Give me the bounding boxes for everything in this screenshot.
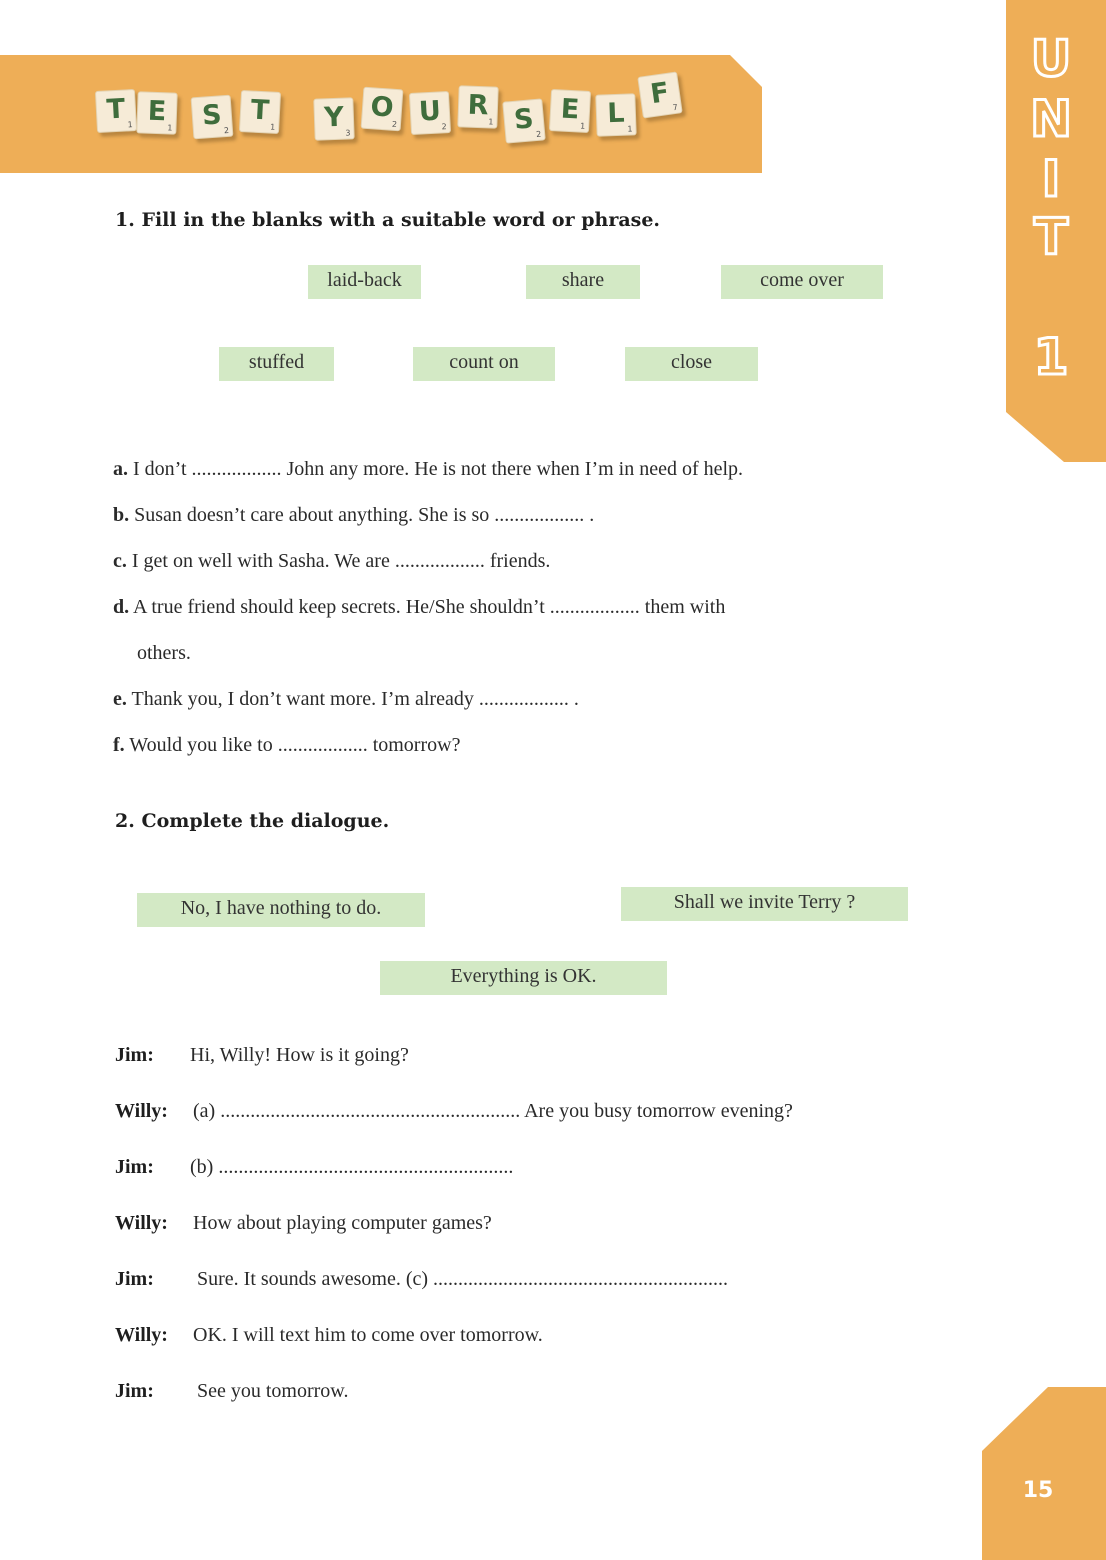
letter-tile: U 2	[409, 91, 451, 135]
letter-tile: E 1	[136, 91, 177, 134]
letter-tile: E 1	[549, 89, 591, 133]
word-chip: come over	[721, 265, 883, 299]
word-chip: count on	[413, 347, 555, 381]
letter-tile: O 2	[361, 87, 404, 132]
speaker-label: Willy:	[115, 1324, 168, 1346]
letter-tile: T 1	[239, 90, 281, 134]
section1-heading: 1. Fill in the blanks with a suitable word or phrase.	[115, 209, 661, 231]
speaker-label: Willy:	[115, 1212, 168, 1234]
unit-letter: N	[1030, 90, 1072, 148]
dialogue-line: (a) ............................................................ Are you busy tomorrow evening?	[193, 1100, 793, 1122]
speaker-label: Jim:	[115, 1044, 154, 1066]
dialogue-line: Hi, Willy! How is it going?	[190, 1044, 409, 1066]
option-chip: Shall we invite Terry ?	[621, 887, 908, 921]
exercise-item: c. I get on well with Sasha. We are .................. friends.	[113, 550, 551, 572]
letter-tile: T 1	[95, 89, 137, 133]
letter-tile: R 1	[457, 85, 498, 128]
dialogue-line: OK. I will text him to come over tomorrow.	[193, 1324, 543, 1346]
exercise-item-continuation: others.	[137, 642, 191, 664]
dialogue-line: Sure. It sounds awesome. (c) ...........................................................	[197, 1268, 729, 1290]
speaker-label: Jim:	[115, 1156, 154, 1178]
exercise-item: b. Susan doesn’t care about anything. She is so .................. .	[113, 504, 595, 526]
speaker-label: Willy:	[115, 1100, 168, 1122]
dialogue-line: How about playing computer games?	[193, 1212, 492, 1234]
page-number-tab	[982, 1387, 1106, 1560]
page-number: 15	[1022, 1478, 1054, 1503]
word-chip: stuffed	[219, 347, 334, 381]
unit-letter: U	[1030, 30, 1072, 88]
exercise-item: f. Would you like to .................. tomorrow?	[113, 734, 461, 756]
exercise-item: d. A true friend should keep secrets. He/She shouldn’t .................. them with	[113, 596, 726, 618]
letter-tile: F 7	[637, 71, 682, 118]
exercise-item: e. Thank you, I don’t want more. I’m already .................. .	[113, 688, 579, 710]
option-chip: Everything is OK.	[380, 961, 667, 995]
word-chip: close	[625, 347, 758, 381]
letter-tile: S 2	[502, 98, 546, 143]
dialogue-line: See you tomorrow.	[197, 1380, 349, 1402]
section2-heading: 2. Complete the dialogue.	[115, 810, 390, 832]
word-chip: share	[526, 265, 640, 299]
letter-tile: S 2	[191, 95, 234, 140]
speaker-label: Jim:	[115, 1380, 154, 1402]
letter-tile: Y 3	[313, 97, 354, 140]
dialogue-line: (b) ...........................................................	[190, 1156, 514, 1178]
unit-letter: T	[1033, 208, 1069, 266]
speaker-label: Jim:	[115, 1268, 154, 1290]
unit-number: 1	[1033, 328, 1069, 386]
word-chip: laid-back	[308, 265, 421, 299]
exercise-item: a. I don’t .................. John any more. He is not there when I’m in need of help.	[113, 458, 744, 480]
unit-letter: I	[1041, 150, 1061, 208]
option-chip: No, I have nothing to do.	[137, 893, 425, 927]
letter-tile: L 1	[595, 93, 636, 136]
